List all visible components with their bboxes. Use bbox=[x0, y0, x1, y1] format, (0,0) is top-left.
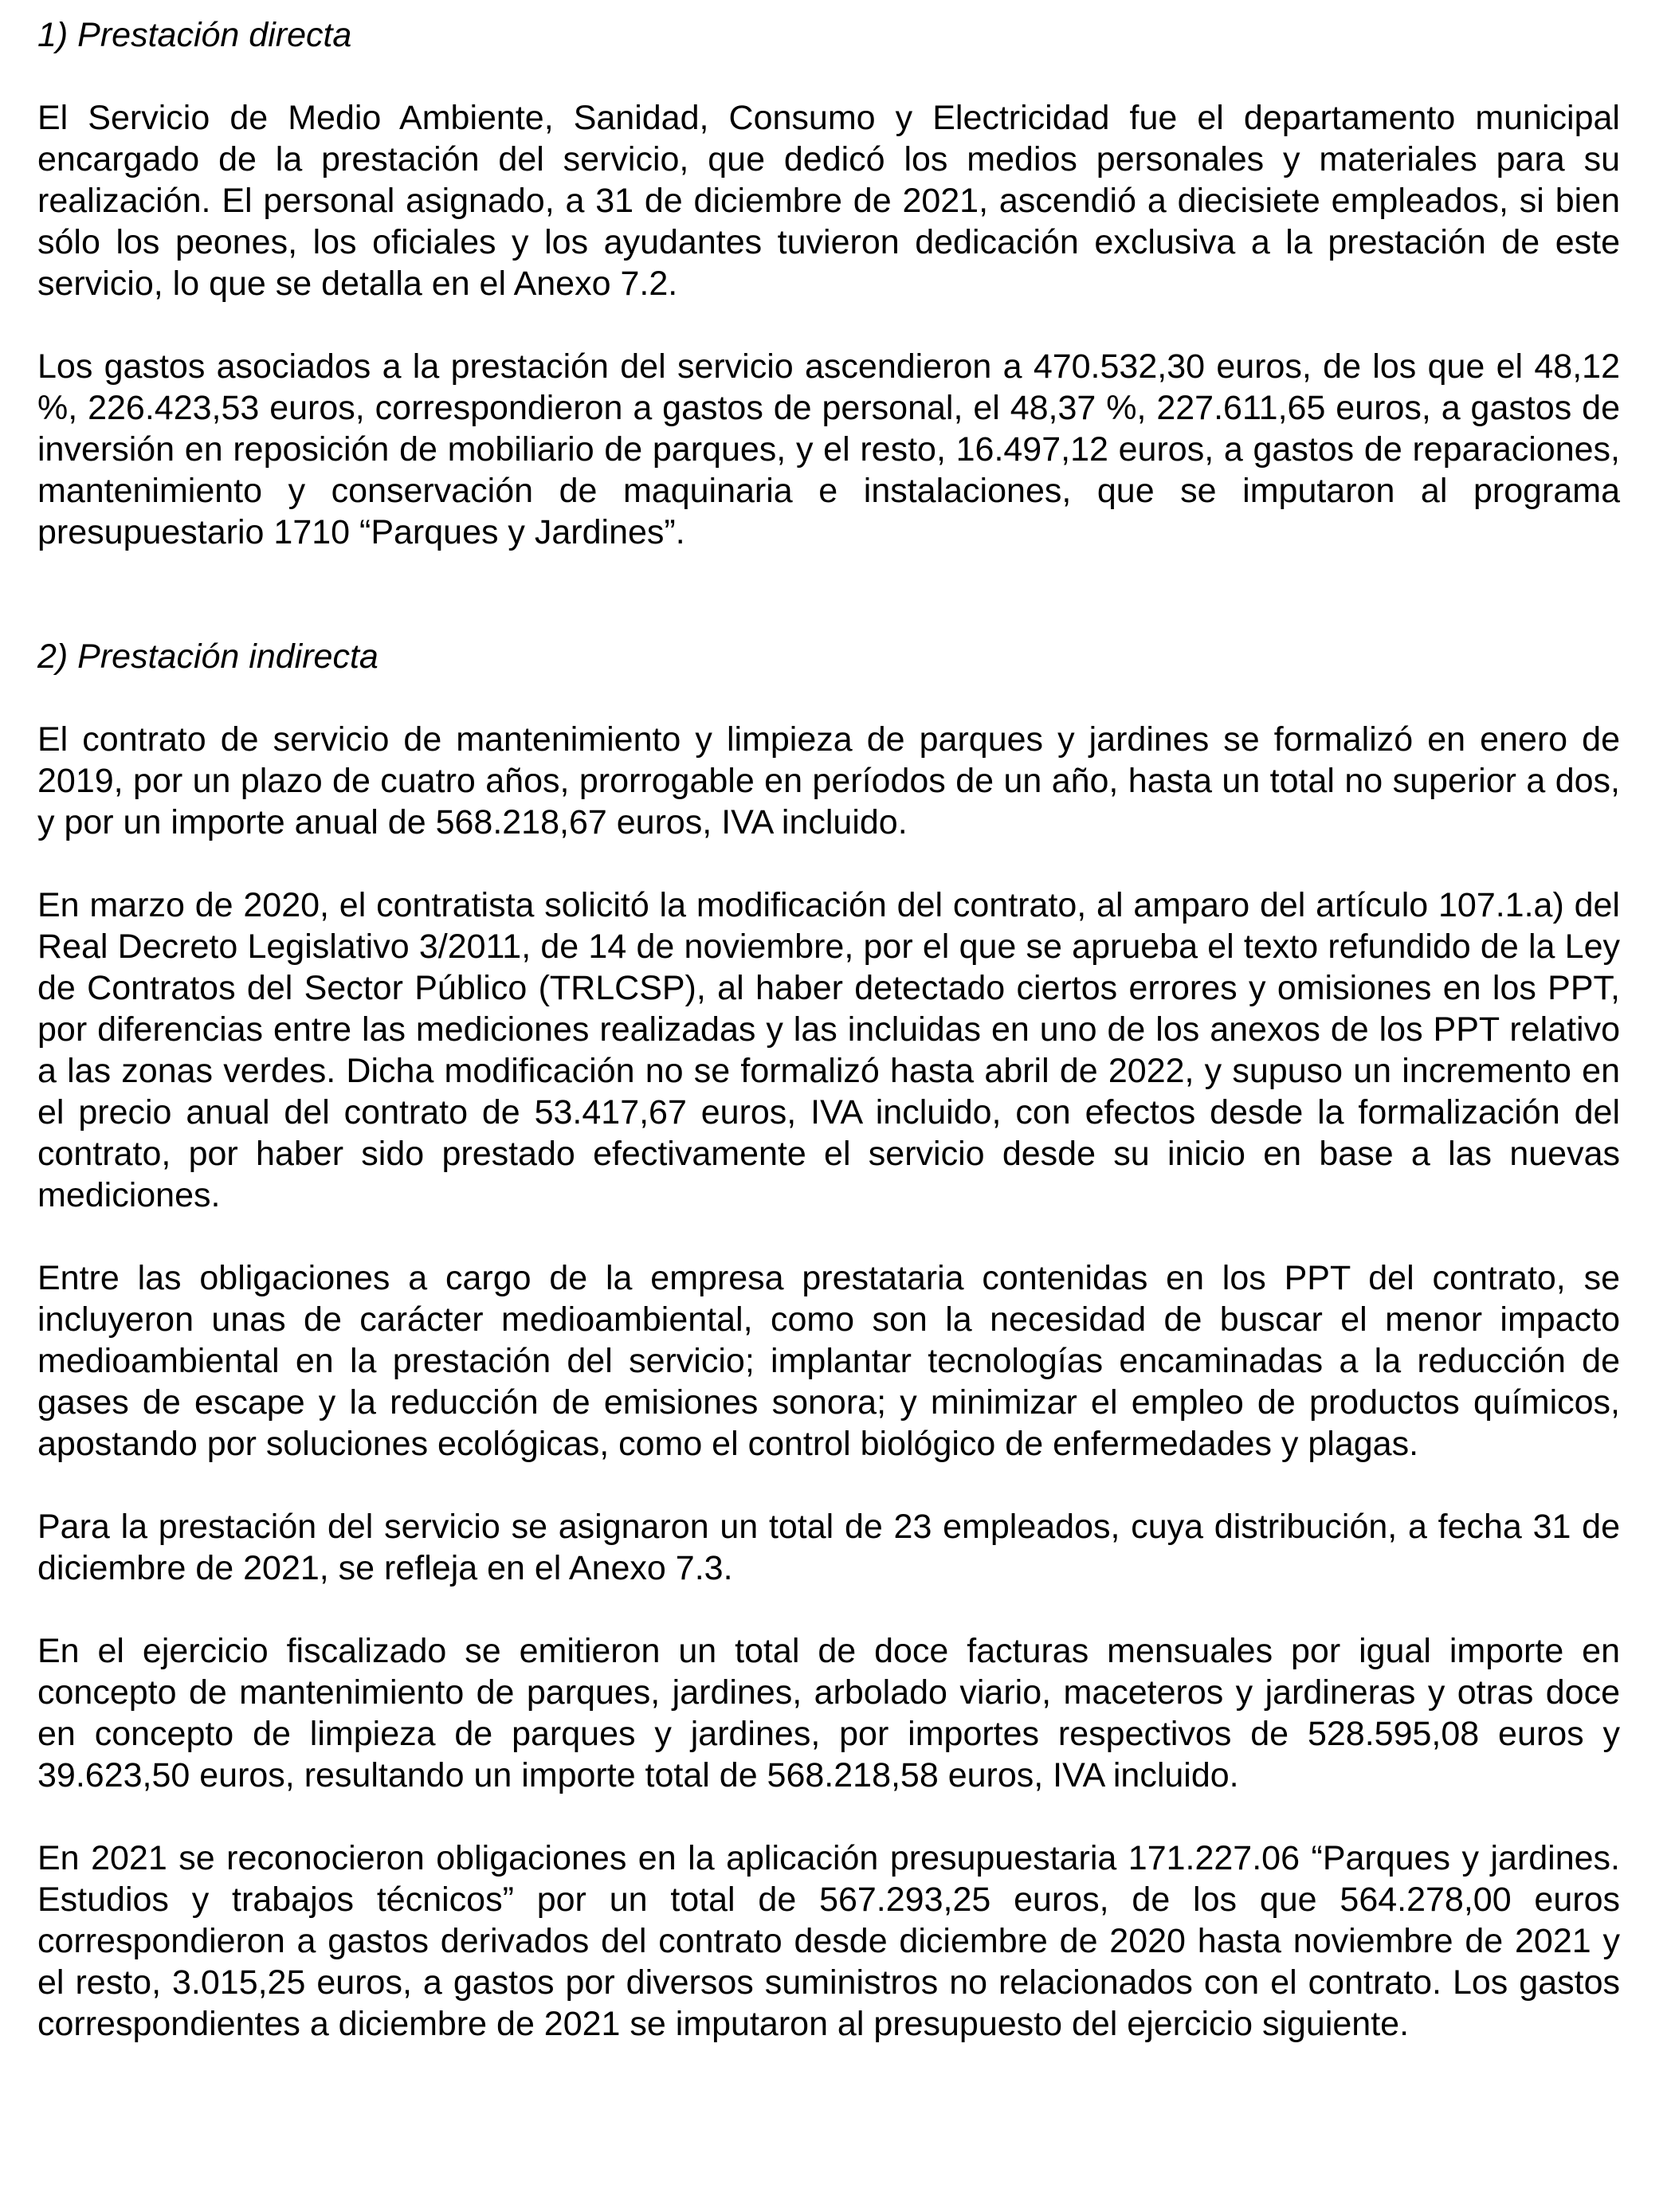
paragraph: El contrato de servicio de mantenimiento y limpieza de parques y jardines se formalizó en enero de 2019, por un plazo de cuatro años, prorrogable en períodos de un año, hasta un total no superior a dos, y por un importe anual de 568.218,67 euros, IVA incluido. bbox=[37, 720, 1620, 841]
section-heading: 1) Prestación directa bbox=[37, 16, 352, 54]
section-prestacion-directa bbox=[37, 14, 1620, 553]
section-heading: 2) Prestación indirecta bbox=[37, 637, 379, 676]
section-prestacion-indirecta bbox=[37, 636, 1620, 2045]
document-page bbox=[37, 14, 1620, 2086]
paragraph: El Servicio de Medio Ambiente, Sanidad, Consumo y Electricidad fue el departamento municipal encargado de la prestación del servicio, que dedicó los medios personales y materiales para su realización. El personal asignado, a 31 de diciembre de 2021, ascendió a diecisiete empleados, si bien sólo los peones, los oficiales y los ayudantes tuvieron dedicación exclusiva a la prestación de este servicio, lo que se detalla en el Anexo 7.2. bbox=[37, 99, 1620, 303]
paragraph: En el ejercicio fiscalizado se emitieron un total de doce facturas mensuales por igual importe en concepto de mantenimiento de parques, jardines, arbolado viario, maceteros y jardineras y otras doce en concepto de limpieza de parques y jardines, por importes respectivos de 528.595,08 euros y 39.623,50 euros, resultando un importe total de 568.218,58 euros, IVA incluido. bbox=[37, 1632, 1620, 1794]
paragraph: Entre las obligaciones a cargo de la empresa prestataria contenidas en los PPT del contrato, se incluyeron unas de carácter medioambiental, como son la necesidad de buscar el menor impacto medioambiental en la prestación del servicio; implantar tecnologías encaminadas a la reducción de gases de escape y la reducción de emisiones sonora; y minimizar el empleo de productos químicos, apostando por soluciones ecológicas, como el control biológico de enfermedades y plagas. bbox=[37, 1259, 1620, 1463]
paragraph: Para la prestación del servicio se asignaron un total de 23 empleados, cuya distribución, a fecha 31 de diciembre de 2021, se refleja en el Anexo 7.3. bbox=[37, 1508, 1620, 1587]
paragraph: Los gastos asociados a la prestación del servicio ascendieron a 470.532,30 euros, de los que el 48,12 %, 226.423,53 euros, correspondieron a gastos de personal, el 48,37 %, 227.611,65 euros, a gastos de inversión en reposición de mobiliario de parques, y el resto, 16.497,12 euros, a gastos de reparaciones, mantenimiento y conservación de maquinaria e instalaciones, que se imputaron al programa presupuestario 1710 “Parques y Jardines”. bbox=[37, 347, 1620, 551]
paragraph: En 2021 se reconocieron obligaciones en la aplicación presupuestaria 171.227.06 “Parques y jardines. Estudios y trabajos técnicos” por un total de 567.293,25 euros, de los que 564.278,00 euros correspondieron a gastos derivados del contrato desde diciembre de 2020 hasta noviembre de 2021 y el resto, 3.015,25 euros, a gastos por diversos suministros no relacionados con el contrato. Los gastos correspondientes a diciembre de 2021 se imputaron al presupuesto del ejercicio siguiente. bbox=[37, 1839, 1620, 2043]
paragraph: En marzo de 2020, el contratista solicitó la modificación del contrato, al amparo del artículo 107.1.a) del Real Decreto Legislativo 3/2011, de 14 de noviembre, por el que se aprueba el texto refundido de la Ley de Contratos del Sector Público (TRLCSP), al haber detectado ciertos errores y omisiones en los PPT, por diferencias entre las mediciones realizadas y las incluidas en uno de los anexos de los PPT relativo a las zonas verdes. Dicha modificación no se formalizó hasta abril de 2022, y supuso un incremento en el precio anual del contrato de 53.417,67 euros, IVA incluido, con efectos desde la formalización del contrato, por haber sido prestado efectivamente el servicio desde su inicio en base a las nuevas mediciones. bbox=[37, 886, 1620, 1214]
